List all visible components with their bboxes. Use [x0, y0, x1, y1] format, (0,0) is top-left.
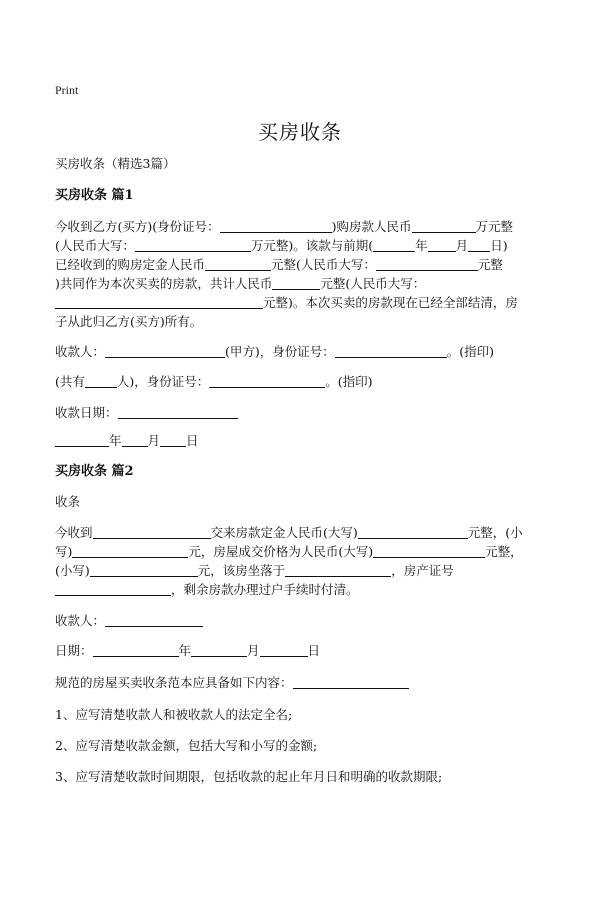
text-segment: 人)，身份证号： — [116, 374, 210, 389]
text-segment: 日 — [307, 643, 321, 658]
text-segment: (小写) — [55, 563, 90, 578]
blank-price-upper — [373, 545, 485, 558]
blank-notes — [293, 676, 409, 689]
blank-year — [93, 644, 179, 657]
blank-amount-wan — [412, 220, 476, 233]
text-segment: 。(指印) — [325, 374, 373, 389]
blank-cert-number — [55, 583, 171, 596]
document-subtitle: 买房收条（精选3篇） — [55, 156, 176, 171]
text-segment: 元整(人民币大写： — [271, 257, 376, 272]
text-segment: 收款人： — [55, 344, 106, 359]
text-segment: 收款人： — [55, 613, 106, 628]
s2-payee-line — [55, 611, 203, 630]
s1-para-line-2 — [55, 236, 508, 255]
s2-para-line-4 — [55, 580, 359, 599]
s2-para-line-1 — [55, 523, 523, 542]
blank-deposit-lower — [72, 545, 188, 558]
text-segment: 月 — [147, 433, 161, 448]
text-segment: 规范的房屋买卖收条范本应具备如下内容： — [55, 675, 293, 690]
s2-para-line-3 — [55, 561, 454, 580]
text-segment: 元整(人民币大写： — [320, 276, 426, 291]
blank-coowner-id — [209, 375, 325, 388]
notes-item: 2、应写清楚收款金额，包括大写和小写的金额; — [55, 738, 318, 753]
s1-payee-line — [55, 342, 494, 361]
blank-coowner-count — [85, 375, 117, 388]
s1-date-line — [55, 403, 238, 422]
text-segment: 元整 — [477, 257, 503, 272]
s1-para-line-4 — [55, 274, 425, 293]
text-segment: 写) — [55, 544, 73, 559]
blank-id-number — [220, 220, 332, 233]
blank-amount-upper — [135, 239, 251, 252]
blank-month — [428, 239, 456, 252]
text-segment: ，剩余房款办理过户手续时付清。 — [171, 582, 359, 597]
blank-month — [191, 644, 247, 657]
blank-day — [468, 239, 490, 252]
blank-payee — [105, 345, 225, 358]
blank-payee-id — [335, 345, 447, 358]
s2-date-line — [55, 641, 320, 660]
text-segment: 元整， — [485, 544, 523, 559]
print-label: Print — [55, 83, 79, 97]
text-segment: 元整，(小 — [467, 525, 523, 540]
document-title: 买房收条 — [258, 120, 342, 144]
text-segment: 今收到 — [55, 525, 93, 540]
text-segment: 收款日期： — [55, 405, 118, 420]
blank-payee — [105, 614, 203, 627]
text-segment: )购房款人民币 — [331, 219, 412, 234]
text-segment: 日期： — [55, 643, 93, 658]
notes-item: 3、应写清楚收款时间期限，包括收款的起止年月日和明确的收款期限; — [55, 769, 443, 784]
blank-location — [285, 564, 391, 577]
s1-para-line-3 — [55, 255, 503, 274]
text-segment: 元，该房坐落于 — [197, 563, 286, 578]
text-segment: 已经收到的购房定金人民币 — [55, 257, 206, 272]
text-segment: 。(指印) — [446, 344, 495, 359]
text-segment: )共同作为本次买卖的房款，共计人民币 — [55, 276, 273, 291]
text-segment: 年 — [109, 433, 122, 448]
text-segment: 月 — [247, 643, 260, 658]
text-segment: 月 — [455, 238, 469, 253]
s1-coowner-line — [55, 372, 373, 391]
text-segment: 万元整 — [475, 219, 514, 234]
text-segment: ，房产证号 — [391, 563, 454, 578]
text-segment: 日) — [490, 238, 508, 253]
blank-day — [260, 644, 308, 657]
blank-total — [272, 277, 320, 290]
text-segment: 万元整)。该款与前期( — [250, 238, 374, 253]
blank-day — [160, 434, 186, 447]
blank-deposit-upper — [358, 526, 468, 539]
blank-total-upper — [55, 296, 263, 309]
section1-heading: 买房收条 篇1 — [55, 188, 134, 203]
text-segment: 年 — [178, 643, 192, 658]
blank-year — [55, 434, 109, 447]
text-segment: 交来房款定金人民币(大写) — [210, 525, 358, 540]
text-segment: 今收到乙方(买方)(身份证号： — [55, 219, 220, 234]
s1-para-line-6: 子从此归乙方(买方)所有。 — [55, 314, 203, 329]
text-segment: (人民币大写： — [55, 238, 135, 253]
s1-para-line-5 — [55, 293, 518, 312]
text-segment: (共有 — [55, 374, 85, 389]
text-segment: 日 — [186, 433, 199, 448]
blank-receipt-date — [118, 406, 238, 419]
blank-year — [373, 239, 415, 252]
s2-receipt-word: 收条 — [55, 494, 81, 509]
s1-ymd-line — [55, 431, 199, 450]
notes-intro-line — [55, 673, 409, 692]
blank-deposit-upper — [376, 258, 478, 271]
s1-para-line-1 — [55, 217, 513, 236]
notes-item: 1、应写清楚收款人和被收款人的法定全名; — [55, 707, 293, 722]
blank-deposit — [205, 258, 271, 271]
text-segment: (甲方)，身份证号： — [225, 344, 335, 359]
s2-para-line-2 — [55, 542, 523, 561]
text-segment: 元，房屋成交价格为人民币(大写) — [188, 544, 374, 559]
blank-price-lower — [90, 564, 198, 577]
blank-payer — [93, 526, 211, 539]
text-segment: 元整)。本次买卖的房款现在已经全部结清，房 — [263, 295, 518, 310]
text-segment: 年 — [415, 238, 428, 253]
blank-month — [122, 434, 148, 447]
section2-heading: 买房收条 篇2 — [55, 464, 134, 479]
